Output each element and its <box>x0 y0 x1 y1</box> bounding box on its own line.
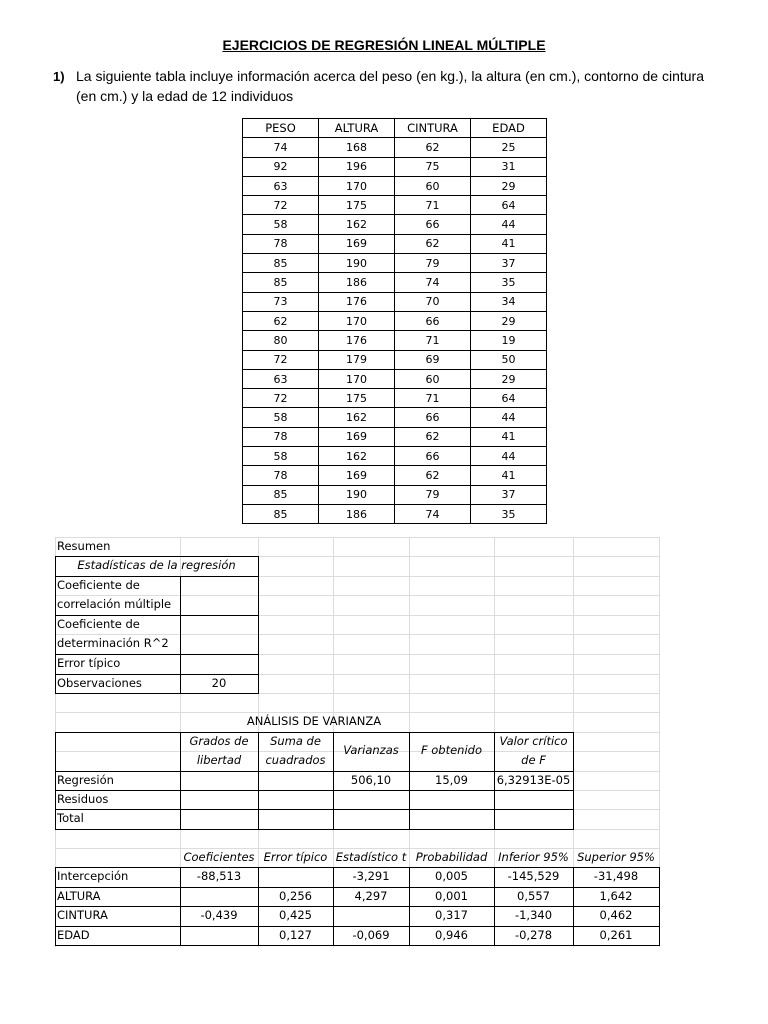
data-table-cell: 37 <box>471 485 547 504</box>
data-table-cell: 170 <box>319 311 395 330</box>
coef-row-label: EDAD <box>57 927 90 942</box>
data-table-body <box>243 138 547 524</box>
coef-cell: 1,642 <box>599 888 633 903</box>
header-altura: ALTURA <box>319 119 395 138</box>
coef-determinacion-label-1: Coeficiente de <box>57 617 140 631</box>
data-table-cell: 78 <box>243 234 319 253</box>
data-table-cell: 186 <box>319 504 395 523</box>
data-table-row <box>243 427 547 446</box>
data-table-cell: 169 <box>319 234 395 253</box>
data-table-cell: 29 <box>471 369 547 388</box>
data-table-cell: 196 <box>319 157 395 176</box>
data-table <box>242 118 547 524</box>
data-table-cell: 71 <box>395 331 471 350</box>
question-text: La siguiente tabla incluye información acerca del peso (en kg.), la altura (en cm.), contorno de cintura (en cm.) y la edad de 12 individuos <box>76 68 705 104</box>
anova-row-total: Total <box>57 811 84 825</box>
data-table-row <box>243 254 547 273</box>
data-table-row <box>243 311 547 330</box>
data-table-cell: 72 <box>243 196 319 215</box>
data-table-cell: 41 <box>471 234 547 253</box>
coef-col-header: Probabilidad <box>415 850 488 864</box>
coef-cell: 0,317 <box>435 908 468 922</box>
data-table-cell: 162 <box>319 408 395 427</box>
data-table-row <box>243 485 547 504</box>
data-table-cell: 66 <box>395 215 471 234</box>
data-table-row <box>243 292 547 311</box>
coef-cell: 0,462 <box>599 908 633 922</box>
data-table-cell: 79 <box>395 254 471 273</box>
resumen-label: Resumen <box>57 539 111 553</box>
data-table-cell: 176 <box>319 331 395 350</box>
data-table-cell: 70 <box>395 292 471 311</box>
coef-cell: -0,278 <box>514 927 553 942</box>
anova-col-gl-2: libertad <box>196 753 242 767</box>
anova-col-sc-2: cuadrados <box>265 753 326 767</box>
data-table-row <box>243 466 547 485</box>
anova-row-regresion: Regresión <box>57 773 114 787</box>
border-line <box>55 732 56 830</box>
data-table-cell: 66 <box>395 447 471 466</box>
border-line <box>55 945 660 946</box>
stats-header: Estadísticas de la regresión <box>77 558 236 572</box>
coef-row-label: ALTURA <box>57 888 101 903</box>
data-table-cell: 79 <box>395 485 471 504</box>
data-table-cell: 50 <box>471 350 547 369</box>
coef-col-header: Superior 95% <box>577 850 655 864</box>
anova-regresion-f: 15,09 <box>435 773 468 787</box>
coef-cell: -0,069 <box>352 927 390 942</box>
data-table-cell: 44 <box>471 408 547 427</box>
coef-row-label: Intercepción <box>57 869 129 883</box>
coef-cell: -31,498 <box>593 869 639 883</box>
data-table-cell: 74 <box>243 138 319 157</box>
data-table-row <box>243 447 547 466</box>
anova-col-f: F obtenido <box>420 743 482 757</box>
coef-cell: 0,005 <box>435 869 468 883</box>
coef-col-header: Estadístico t <box>335 850 407 864</box>
coef-cell: 0,425 <box>279 908 312 922</box>
data-table-row <box>243 234 547 253</box>
data-table-cell: 72 <box>243 389 319 408</box>
data-table-cell: 85 <box>243 273 319 292</box>
regression-output <box>55 537 659 949</box>
data-table-row <box>243 504 547 523</box>
data-table-cell: 62 <box>243 311 319 330</box>
data-table-cell: 85 <box>243 254 319 273</box>
data-table-cell: 58 <box>243 215 319 234</box>
data-table-cell: 162 <box>319 215 395 234</box>
data-table-cell: 78 <box>243 466 319 485</box>
data-table-row <box>243 389 547 408</box>
data-table-cell: 85 <box>243 504 319 523</box>
data-table-cell: 29 <box>471 311 547 330</box>
error-tipico-label: Error típico <box>57 656 121 670</box>
anova-col-vcrit-2: de F <box>521 753 546 767</box>
data-table-cell: 58 <box>243 408 319 427</box>
data-table-row <box>243 408 547 427</box>
data-table-cell: 74 <box>395 273 471 292</box>
coef-cell: 0,127 <box>279 927 312 942</box>
data-table-cell: 44 <box>471 215 547 234</box>
observaciones-value: 20 <box>211 676 227 690</box>
data-table-cell: 73 <box>243 292 319 311</box>
data-table-cell: 170 <box>319 369 395 388</box>
observaciones-label: Observaciones <box>57 676 142 690</box>
border-line <box>55 829 574 830</box>
data-table-cell: 179 <box>319 350 395 369</box>
data-table-cell: 186 <box>319 273 395 292</box>
data-table-row <box>243 369 547 388</box>
document-title: EJERCICIOS DE REGRESIÓN LINEAL MÚLTIPLE <box>222 37 546 53</box>
data-table-row <box>243 176 547 195</box>
data-table-cell: 25 <box>471 138 547 157</box>
coef-row-label: CINTURA <box>57 908 108 922</box>
data-table-cell: 60 <box>395 369 471 388</box>
coef-cell: -3,291 <box>352 869 390 883</box>
coef-cell: -1,340 <box>514 908 553 922</box>
anova-regresion-varianza: 506,10 <box>350 773 392 787</box>
anova-col-sc-1: Suma de <box>270 734 321 748</box>
data-table-cell: 80 <box>243 331 319 350</box>
data-table-cell: 58 <box>243 447 319 466</box>
border-line <box>659 867 660 946</box>
data-table-cell: 74 <box>395 504 471 523</box>
coef-correlacion-label-1: Coeficiente de <box>57 578 140 592</box>
data-table-cell: 168 <box>319 138 395 157</box>
data-table-cell: 169 <box>319 466 395 485</box>
border-line <box>55 867 56 946</box>
header-edad: EDAD <box>471 119 547 138</box>
data-table-cell: 190 <box>319 254 395 273</box>
data-table-row <box>243 273 547 292</box>
border-line <box>55 556 56 694</box>
data-table-cell: 71 <box>395 389 471 408</box>
data-table-cell: 35 <box>471 504 547 523</box>
data-table-cell: 78 <box>243 427 319 446</box>
anova-col-vcrit-1: Valor crítico <box>499 734 568 748</box>
data-table-cell: 85 <box>243 485 319 504</box>
coef-cell: 0,557 <box>517 888 550 903</box>
data-table-row <box>243 157 547 176</box>
data-table-cell: 175 <box>319 389 395 408</box>
data-table-cell: 31 <box>471 157 547 176</box>
coef-cell: -0,439 <box>200 908 238 922</box>
border-line <box>55 790 574 791</box>
anova-regresion-vcrit: 6,32913E-05 <box>496 773 571 787</box>
coef-cell: 0,261 <box>599 927 633 942</box>
border-line <box>258 556 259 694</box>
coef-cell: 0,001 <box>435 888 468 903</box>
data-table-cell: 72 <box>243 350 319 369</box>
data-table-cell: 69 <box>395 350 471 369</box>
data-table-cell: 62 <box>395 427 471 446</box>
data-table-row <box>243 138 547 157</box>
data-table-cell: 63 <box>243 369 319 388</box>
data-table-cell: 35 <box>471 273 547 292</box>
data-table-cell: 62 <box>395 466 471 485</box>
data-table-row <box>243 350 547 369</box>
coef-cell: 0,946 <box>435 927 468 942</box>
data-table-cell: 71 <box>395 196 471 215</box>
coef-determinacion-label-2: determinación R^2 <box>57 636 169 650</box>
header-peso: PESO <box>243 119 319 138</box>
coef-cell: -88,513 <box>196 869 242 883</box>
border-line <box>55 693 259 694</box>
data-table-cell: 37 <box>471 254 547 273</box>
border-line <box>55 809 574 810</box>
anova-col-gl-1: Grados de <box>189 734 249 748</box>
header-cintura: CINTURA <box>395 119 471 138</box>
data-table-cell: 176 <box>319 292 395 311</box>
anova-col-varianzas: Varianzas <box>343 743 399 757</box>
anova-row-residuos: Residuos <box>57 792 109 806</box>
data-table-row <box>243 215 547 234</box>
question-number: 1) <box>53 69 65 84</box>
anova-title: ANÁLISIS DE VARIANZA <box>246 714 382 728</box>
coef-col-header: Coeficientes <box>183 850 255 864</box>
data-table-cell: 66 <box>395 408 471 427</box>
data-table-cell: 19 <box>471 331 547 350</box>
data-table-cell: 44 <box>471 447 547 466</box>
gridline <box>55 537 659 538</box>
data-table-cell: 169 <box>319 427 395 446</box>
data-table-cell: 92 <box>243 157 319 176</box>
data-table-cell: 190 <box>319 485 395 504</box>
data-table-row <box>243 196 547 215</box>
data-table-cell: 34 <box>471 292 547 311</box>
coef-cell: 4,297 <box>354 888 388 903</box>
data-table-cell: 66 <box>395 311 471 330</box>
border-line <box>573 732 574 830</box>
data-table-cell: 162 <box>319 447 395 466</box>
data-table-cell: 63 <box>243 176 319 195</box>
data-table-cell: 75 <box>395 157 471 176</box>
data-table-row <box>243 331 547 350</box>
data-table-cell: 29 <box>471 176 547 195</box>
coef-cell: -145,529 <box>507 869 560 883</box>
data-table-cell: 170 <box>319 176 395 195</box>
coef-cell: 0,256 <box>279 888 312 903</box>
data-table-cell: 41 <box>471 427 547 446</box>
data-table-cell: 60 <box>395 176 471 195</box>
coef-col-header: Error típico <box>263 850 328 864</box>
data-table-cell: 62 <box>395 234 471 253</box>
data-table-cell: 64 <box>471 389 547 408</box>
data-table-cell: 175 <box>319 196 395 215</box>
data-table-cell: 62 <box>395 138 471 157</box>
data-table-header-row <box>243 119 547 138</box>
coef-correlacion-label-2: correlación múltiple <box>57 597 172 611</box>
data-table-cell: 41 <box>471 466 547 485</box>
coef-col-header: Inferior 95% <box>498 850 569 864</box>
data-table-cell: 64 <box>471 196 547 215</box>
